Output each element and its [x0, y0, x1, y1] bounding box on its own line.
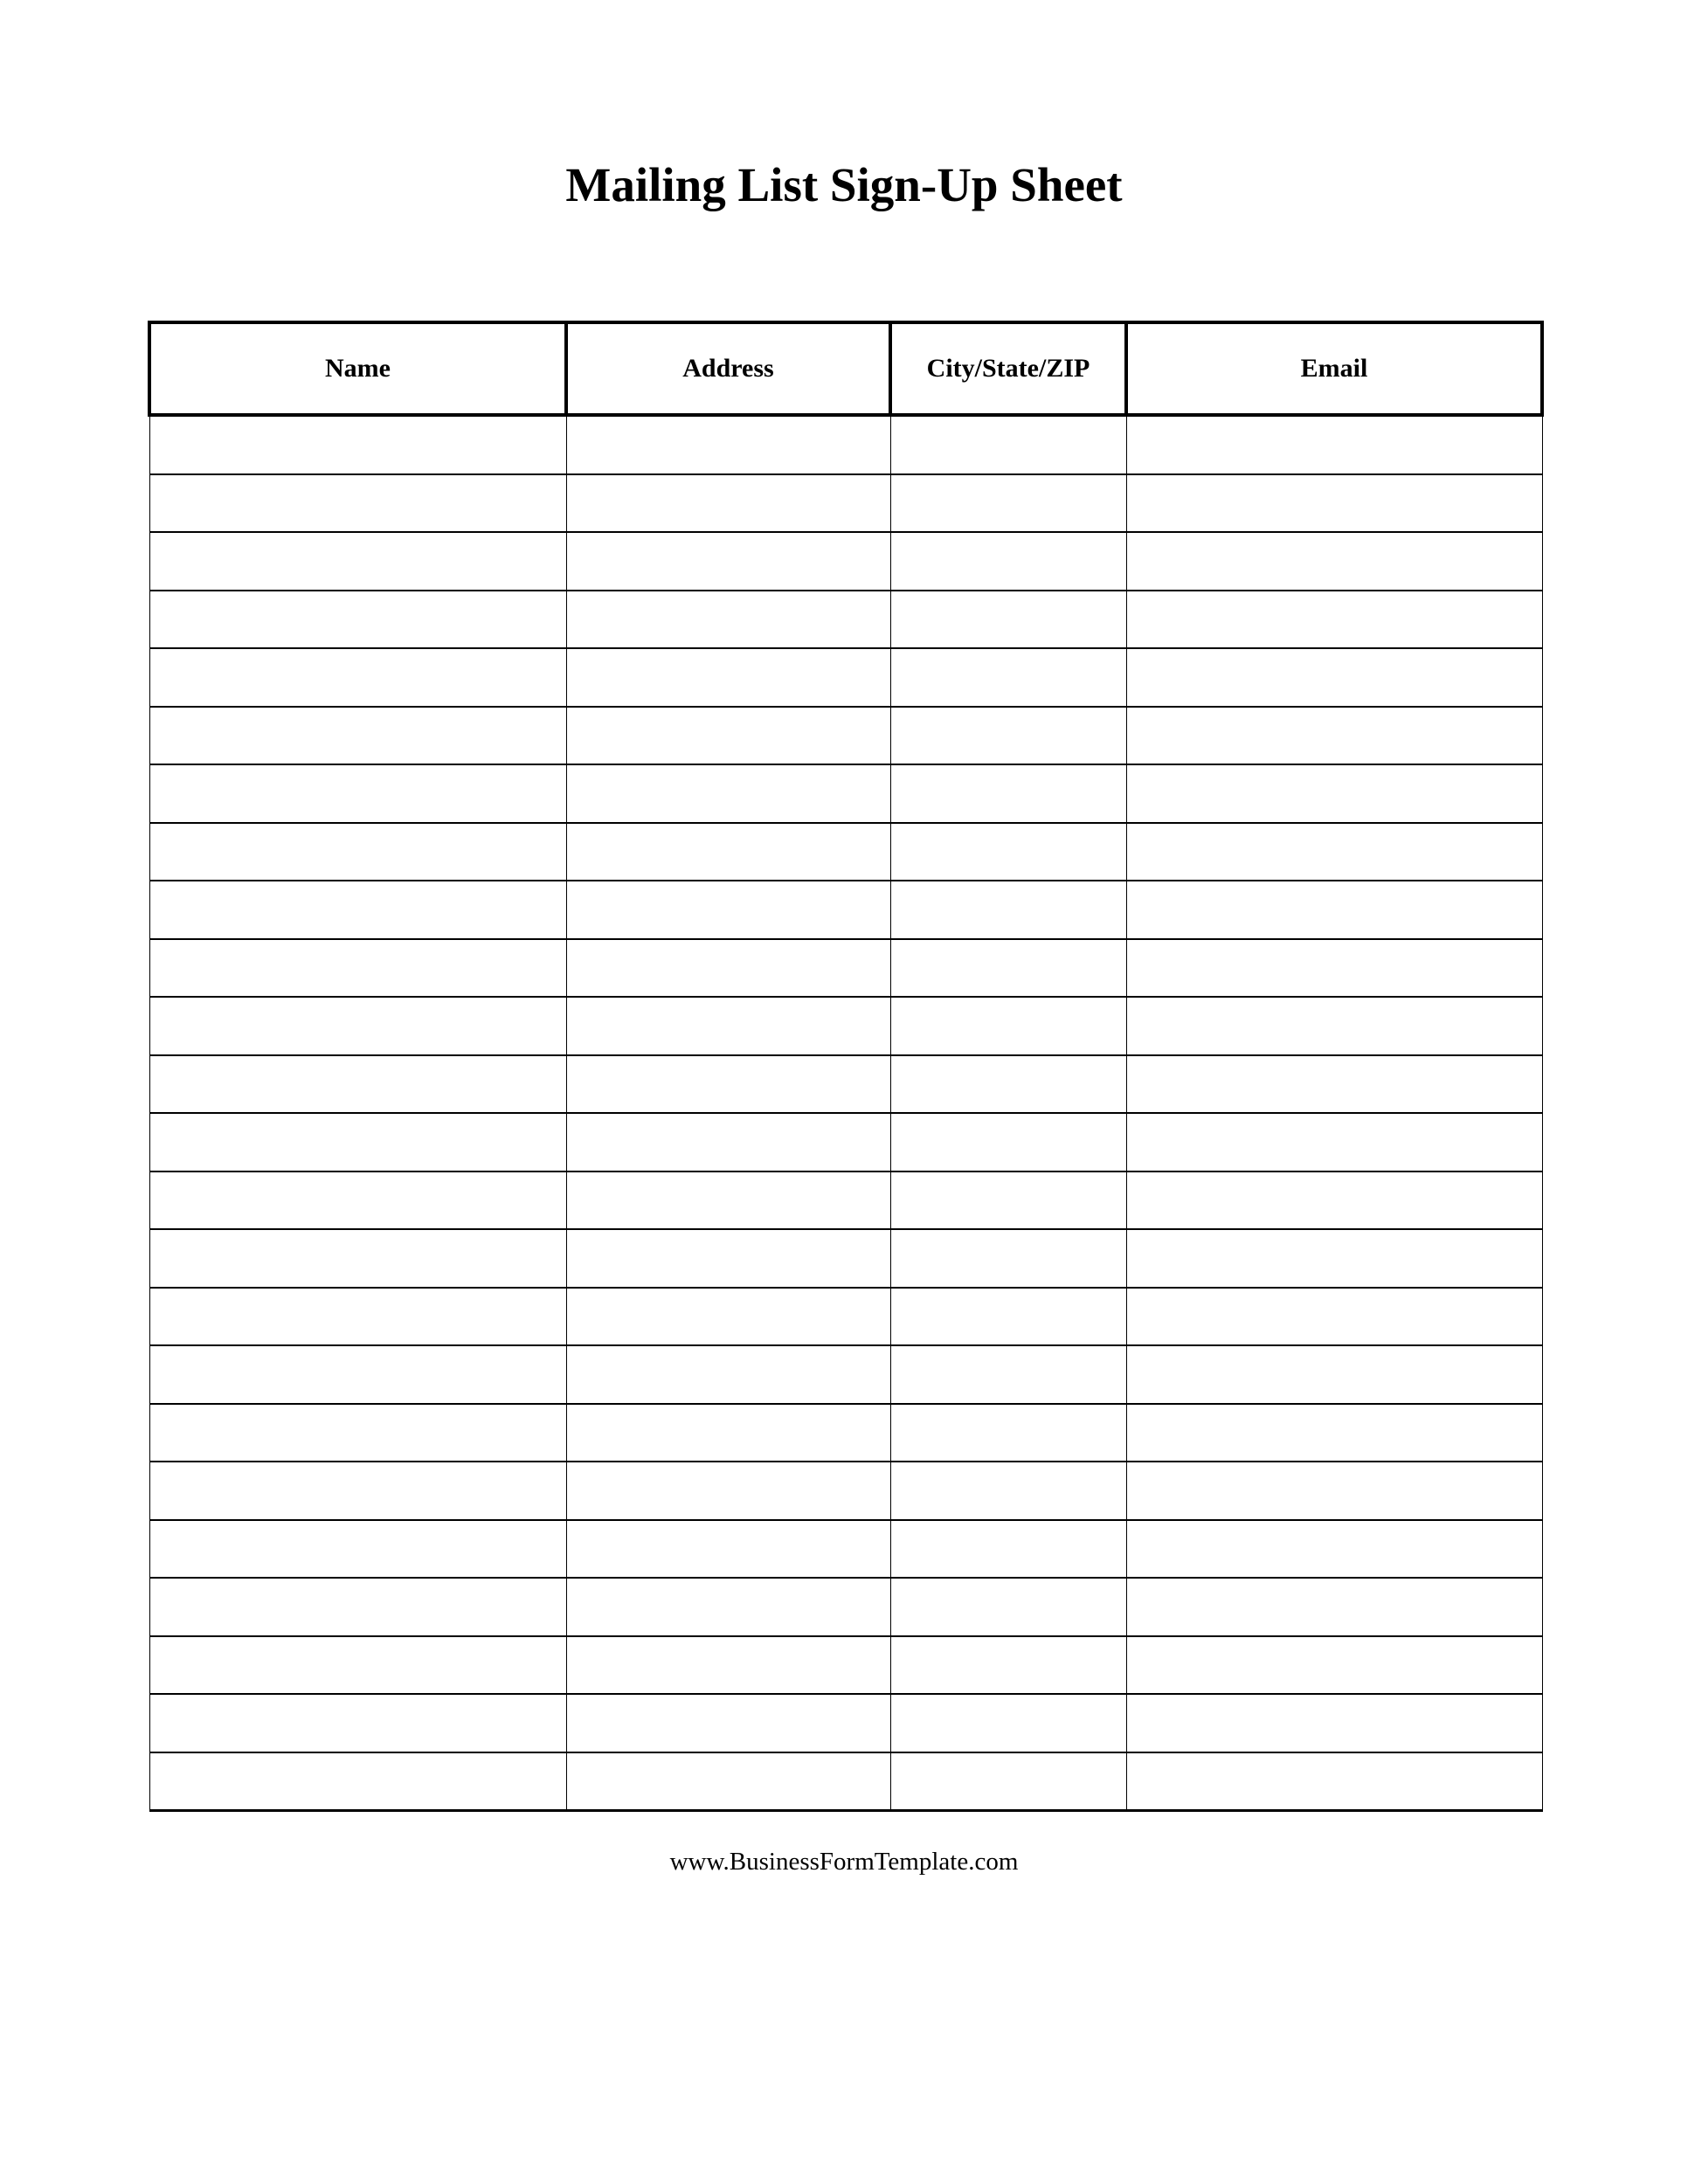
table-row [149, 823, 1542, 881]
column-header-name: Name [149, 322, 566, 415]
header-row [149, 322, 1542, 415]
table-row [149, 1636, 1542, 1695]
table-cell [566, 997, 890, 1055]
table-cell [890, 1113, 1126, 1171]
table-row [149, 415, 1542, 474]
table-cell [890, 1752, 1126, 1811]
table-row [149, 532, 1542, 591]
table-cell [890, 1636, 1126, 1695]
table-cell [1126, 415, 1542, 474]
table-cell [1126, 823, 1542, 881]
table-cell [1126, 1171, 1542, 1230]
table-row [149, 648, 1542, 707]
table-cell [1126, 1694, 1542, 1752]
table-row [149, 881, 1542, 939]
table-cell [566, 1171, 890, 1230]
table-row [149, 591, 1542, 649]
table-cell [1126, 764, 1542, 823]
table-cell [149, 1345, 566, 1404]
table-cell [1126, 1345, 1542, 1404]
table-cell [1126, 1636, 1542, 1695]
table-row [149, 1752, 1542, 1811]
table-cell [1126, 532, 1542, 591]
table-cell [149, 764, 566, 823]
table-row [149, 1345, 1542, 1404]
table-row [149, 997, 1542, 1055]
table-row [149, 939, 1542, 998]
table-cell [149, 1171, 566, 1230]
table-row [149, 1055, 1542, 1114]
table-cell [1126, 881, 1542, 939]
table-cell [1126, 1113, 1542, 1171]
table-cell [149, 997, 566, 1055]
table-cell [566, 1578, 890, 1636]
table-cell [149, 474, 566, 533]
table-row [149, 1578, 1542, 1636]
table-cell [149, 1752, 566, 1811]
table-cell [566, 1345, 890, 1404]
table-cell [149, 1636, 566, 1695]
table-row [149, 1113, 1542, 1171]
table-cell [890, 1055, 1126, 1114]
table-cell [566, 881, 890, 939]
table-cell [890, 591, 1126, 649]
table-cell [149, 648, 566, 707]
table-cell [566, 939, 890, 998]
table-cell [566, 1462, 890, 1520]
table-row [149, 1404, 1542, 1462]
table-cell [1126, 1404, 1542, 1462]
table-cell [1126, 1462, 1542, 1520]
table-row [149, 1520, 1542, 1579]
table-row [149, 1288, 1542, 1346]
footer-url: www.BusinessFormTemplate.com [669, 1848, 1019, 1876]
table-cell [149, 1113, 566, 1171]
table-cell [566, 648, 890, 707]
table-cell [149, 1578, 566, 1636]
table-cell [1126, 1055, 1542, 1114]
table-cell [890, 474, 1126, 533]
table-cell [566, 707, 890, 765]
column-header-address: Address [566, 322, 890, 415]
table-cell [1126, 1752, 1542, 1811]
table-cell [890, 415, 1126, 474]
table-row [149, 764, 1542, 823]
table-cell [149, 1229, 566, 1288]
table-cell [566, 591, 890, 649]
table-cell [149, 415, 566, 474]
table-cell [890, 1578, 1126, 1636]
table-cell [566, 1636, 890, 1695]
table-cell [1126, 648, 1542, 707]
table-cell [890, 939, 1126, 998]
table-cell [149, 707, 566, 765]
table-cell [149, 823, 566, 881]
page-title: Mailing List Sign-Up Sheet [565, 158, 1123, 211]
table-cell [149, 939, 566, 998]
table-cell [149, 1462, 566, 1520]
table-cell [890, 1229, 1126, 1288]
column-header-city-state-zip: City/State/ZIP [890, 322, 1126, 415]
table-row [149, 1462, 1542, 1520]
table-cell [890, 1694, 1126, 1752]
table-cell [566, 1055, 890, 1114]
table-cell [890, 1171, 1126, 1230]
table-cell [566, 764, 890, 823]
table-row [149, 707, 1542, 765]
table-cell [1126, 997, 1542, 1055]
table-cell [149, 1404, 566, 1462]
table-cell [1126, 474, 1542, 533]
table-cell [1126, 939, 1542, 998]
table-cell [149, 532, 566, 591]
table-cell [1126, 1520, 1542, 1579]
table-cell [1126, 707, 1542, 765]
table-cell [149, 591, 566, 649]
signup-table-body [149, 415, 1542, 1811]
table-row [149, 1229, 1542, 1288]
table-cell [149, 1694, 566, 1752]
column-header-email: Email [1126, 322, 1542, 415]
table-cell [566, 1229, 890, 1288]
table-cell [890, 532, 1126, 591]
signup-table-header [149, 322, 1542, 415]
table-cell [890, 1462, 1126, 1520]
table-row [149, 474, 1542, 533]
table-cell [149, 1520, 566, 1579]
table-cell [566, 1288, 890, 1346]
table-cell [1126, 1578, 1542, 1636]
table-cell [566, 1694, 890, 1752]
table-cell [890, 1288, 1126, 1346]
table-cell [1126, 1229, 1542, 1288]
table-cell [890, 881, 1126, 939]
table-cell [890, 997, 1126, 1055]
table-cell [566, 415, 890, 474]
table-cell [566, 1752, 890, 1811]
table-cell [890, 648, 1126, 707]
table-cell [566, 1520, 890, 1579]
table-row [149, 1171, 1542, 1230]
table-cell [890, 764, 1126, 823]
table-cell [566, 474, 890, 533]
table-cell [1126, 1288, 1542, 1346]
table-cell [890, 1520, 1126, 1579]
table-cell [1126, 591, 1542, 649]
table-cell [149, 1055, 566, 1114]
table-row [149, 1694, 1542, 1752]
table-cell [566, 823, 890, 881]
table-cell [890, 707, 1126, 765]
table-cell [566, 1113, 890, 1171]
table-cell [890, 1345, 1126, 1404]
signup-table [148, 321, 1544, 1812]
table-cell [149, 881, 566, 939]
table-cell [566, 1404, 890, 1462]
table-cell [149, 1288, 566, 1346]
table-cell [566, 532, 890, 591]
table-cell [890, 823, 1126, 881]
table-cell [890, 1404, 1126, 1462]
